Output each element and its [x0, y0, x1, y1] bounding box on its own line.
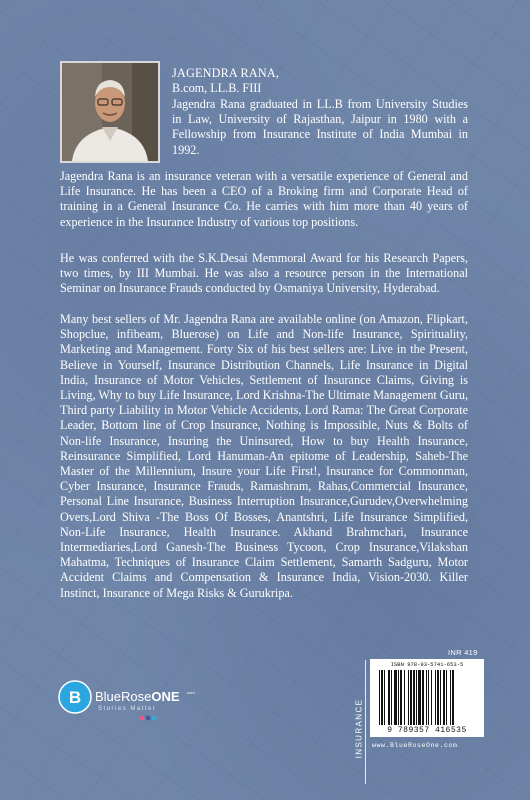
bio-paragraph-books: Many best sellers of Mr. Jagendra Rana are available online (on Amazon, Flipkart, Shopclue, infibeam, Bluerose) on Life and Non-life Insurance, Spirituality, Marketing and Management. Forty Six of his best sellers are: Live in the Present, Believe in Yourself, Insurance Distribution Channels, Life Insurance in Digital India, Insurance of Motor Vehicles, Settlement of Insurance Claims, Giving is Living, Why to buy Life Insurance, Lord Krishna-The Ultimate Management Guru, Third party Liability in Motor Vehicle Accidents, Lord Rama: The Great Corporate Leader, Bottom line of Crop Insurance, Nothing is Impossible, Nuts & Bolts of Non-life Insurance, Insuring the Uninsured, How to buy Health Insurance, Reinsurance Simplified, Lord Hanuman-An epitome of Leadership, Saheb-The Master of the Millennium, Insure your Life First!, Insurance for Commonman, Cyber Insurance, Insurance Frauds, Ramashram, Rahas,Commercial Insurance, Personal Line Insurance, Business Interruption Insurance,Gurudev,Overwhelming Overs,Lord Shiva -The Boss Of Bosses, Anantshri, Life Insurance Simplified, Non-Life Insurance, Health Insurance. Akhand Brahmchari, Insurance Intermediaries,Lord Ganesh-The Business Tycoon, Crop Insurance,Vilakshan Mahatma, Techniques of Insurance Claim Settlement, Samarth Sadguru, Motor Accident Claims and Compensation & Insurance India, Vision-2030. Killer Instinct, Insurance of Mega Risks & Gurukripa. [60, 312, 468, 600]
category-label: INSURANCE [354, 698, 364, 759]
bio-paragraph-award: He was conferred with the S.K.Desai Memmoral Award for his Research Papers, two times, by III Mumbai. He was also a resource person in the International Seminar on Insurance Frauds conducted by Osmaniya University, Hyderabad. [60, 251, 468, 296]
twitter-icon [152, 716, 157, 721]
barcode-bar [379, 670, 380, 725]
barcode-bar [400, 670, 402, 725]
publisher-name: BlueRoseONE [95, 689, 180, 704]
author-name: JAGENDRA RANA, [172, 66, 280, 80]
barcode-bar [388, 670, 390, 725]
author-portrait [62, 63, 158, 161]
barcode-bar [450, 670, 451, 725]
barcode-bar [440, 670, 441, 725]
publisher-logo [58, 680, 208, 730]
spine-divider [365, 660, 366, 784]
facebook-icon [146, 716, 151, 721]
barcode-bar [416, 670, 417, 725]
barcode-bar [426, 670, 427, 725]
barcode-bar [394, 670, 397, 725]
publisher-logo-graphic [58, 680, 208, 730]
barcode-bar [398, 670, 399, 725]
author-degrees: B.com, LL.B. FIII [172, 81, 262, 95]
barcode-bar [435, 670, 436, 725]
svg-text:B: B [68, 688, 82, 707]
barcode-bar [437, 670, 439, 725]
publisher-dotcom: .com [186, 690, 195, 695]
barcode-bar [381, 670, 383, 725]
barcode-bar [443, 670, 445, 725]
barcode-bar [404, 670, 405, 725]
barcode-bar [413, 670, 415, 725]
isbn-text: ISBN 978-93-5741-653-5 [390, 661, 464, 668]
publisher-website: www.BlueRoseOne.com [372, 742, 458, 749]
barcode-bar [391, 670, 392, 725]
publisher-tagline: Stories Matter [98, 706, 157, 712]
barcode-bar [428, 670, 429, 725]
bio-paragraph-experience: Jagendra Rana is an insurance veteran with a versatile experience of General and Life Insurance. He has been a CEO of a Broking firm and Corporate Head of training in a General Insurance Co. He carries with him more than 40 years of experience in the Insurance Industry of various top positions. [60, 169, 468, 229]
bio-paragraph-education: Jagendra Rana graduated in LL.B from University Studies in Law, University of Rajasthan, Jaipur in 1980 with a Fellowship from Insurance Institute of India Mumbai in 1992. [172, 97, 468, 157]
barcode-bar [446, 670, 447, 725]
author-photo [60, 61, 160, 163]
barcode-bar [408, 670, 409, 725]
barcode-bar [431, 670, 432, 725]
barcode-bar [422, 670, 424, 725]
barcode-bar [418, 670, 421, 725]
instagram-icon [140, 716, 145, 721]
barcode-bar [384, 670, 385, 725]
barcode-number: 9 789357 416535 [387, 726, 467, 735]
barcode [370, 659, 484, 737]
barcode-bar [452, 670, 454, 725]
price-label: INR 419 [448, 648, 478, 657]
barcode-bar [410, 670, 412, 725]
